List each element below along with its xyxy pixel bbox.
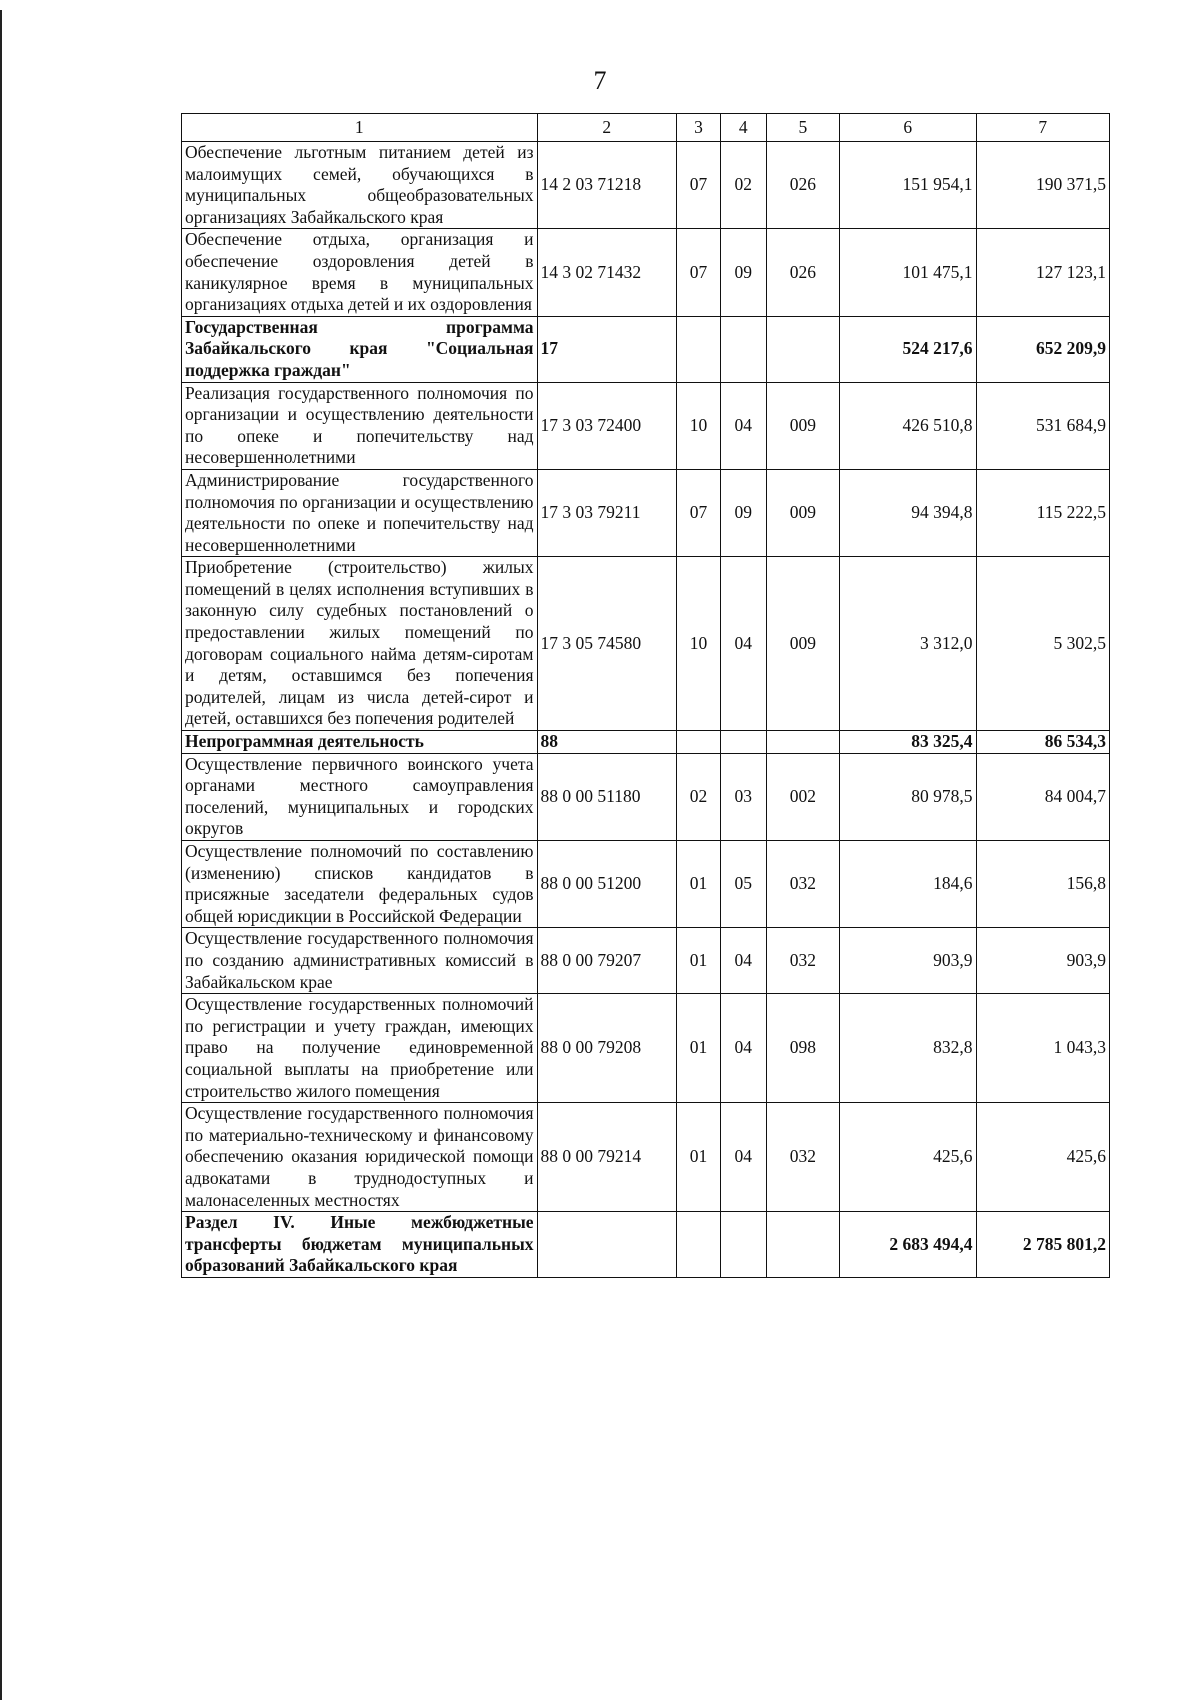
row-value-7-cell: 531 684,9 [976, 382, 1110, 469]
header-cell-7: 7 [976, 114, 1110, 142]
row-code-cell: 17 3 03 79211 [537, 469, 677, 556]
header-cell-1: 1 [182, 114, 538, 142]
row-name-cell: Осуществление государственных полномочий по регистрации и учету граждан, имеющих право на получение единовременной социальной выплаты на приобретение или строительство жилого помещения [182, 994, 538, 1103]
row-section-cell: 02 [677, 753, 721, 840]
table-row [182, 1212, 1110, 1278]
header-cell-3: 3 [677, 114, 721, 142]
row-subsection-cell: 04 [720, 557, 766, 731]
row-section-cell: 01 [677, 928, 721, 994]
header-cell-4: 4 [720, 114, 766, 142]
row-subsection-cell: 04 [720, 382, 766, 469]
row-section-cell [677, 1212, 721, 1278]
row-value-7-cell: 156,8 [976, 841, 1110, 928]
row-subsection-cell: 09 [720, 229, 766, 316]
row-expense-type-cell [766, 316, 839, 382]
row-expense-type-cell: 032 [766, 1103, 839, 1212]
page-number: 7 [593, 66, 607, 95]
row-name-cell: Обеспечение льготным питанием детей из малоимущих семей, обучающихся в муниципальных общеобразовательных организациях Забайкальского края [182, 142, 538, 229]
row-code-cell: 17 [537, 316, 677, 382]
table-row [182, 382, 1110, 469]
row-value-7-cell: 2 785 801,2 [976, 1212, 1110, 1278]
row-subsection-cell: 09 [720, 469, 766, 556]
row-code-cell: 88 0 00 51200 [537, 841, 677, 928]
row-code-cell: 88 0 00 51180 [537, 753, 677, 840]
row-expense-type-cell: 009 [766, 382, 839, 469]
row-name-cell: Осуществление полномочий по составлению (изменению) списков кандидатов в присяжные заседатели федеральных судов общей юрисдикции в Российской Федерации [182, 841, 538, 928]
header-cell-5: 5 [766, 114, 839, 142]
row-code-cell [537, 1212, 677, 1278]
row-subsection-cell [720, 316, 766, 382]
row-section-cell: 07 [677, 469, 721, 556]
row-section-cell: 10 [677, 557, 721, 731]
table-row [182, 928, 1110, 994]
row-section-cell: 07 [677, 142, 721, 229]
table-row [182, 557, 1110, 731]
row-expense-type-cell [766, 1212, 839, 1278]
row-section-cell: 01 [677, 841, 721, 928]
row-value-7-cell: 86 534,3 [976, 731, 1110, 754]
row-section-cell [677, 316, 721, 382]
row-value-6-cell: 832,8 [840, 994, 977, 1103]
row-subsection-cell: 03 [720, 753, 766, 840]
row-code-cell: 88 0 00 79208 [537, 994, 677, 1103]
row-expense-type-cell: 098 [766, 994, 839, 1103]
row-expense-type-cell: 009 [766, 557, 839, 731]
table-row [182, 142, 1110, 229]
row-value-6-cell: 101 475,1 [840, 229, 977, 316]
row-code-cell: 88 [537, 731, 677, 754]
row-value-6-cell: 2 683 494,4 [840, 1212, 977, 1278]
header-row [182, 114, 1110, 142]
row-value-7-cell: 425,6 [976, 1103, 1110, 1212]
row-value-6-cell: 426 510,8 [840, 382, 977, 469]
header-cell-6: 6 [840, 114, 977, 142]
row-subsection-cell: 04 [720, 994, 766, 1103]
header-cell-2: 2 [537, 114, 677, 142]
row-section-cell: 07 [677, 229, 721, 316]
row-section-cell: 01 [677, 994, 721, 1103]
table-row [182, 316, 1110, 382]
row-expense-type-cell: 026 [766, 142, 839, 229]
row-name-cell: Осуществление государственного полномочия по созданию административных комиссий в Забайкальском крае [182, 928, 538, 994]
row-name-cell: Осуществление государственного полномочия по материально-техническому и финансовому обеспечению оказания юридической помощи адвокатами в труднодоступных и малонаселенных местностях [182, 1103, 538, 1212]
row-expense-type-cell: 002 [766, 753, 839, 840]
row-code-cell: 88 0 00 79207 [537, 928, 677, 994]
row-name-cell: Администрирование государственного полномочия по организации и осуществлению деятельности по опеке и попечительству над несовершеннолетними [182, 469, 538, 556]
row-code-cell: 17 3 05 74580 [537, 557, 677, 731]
row-section-cell: 10 [677, 382, 721, 469]
row-code-cell: 14 3 02 71432 [537, 229, 677, 316]
table-row [182, 841, 1110, 928]
row-expense-type-cell: 032 [766, 928, 839, 994]
row-value-7-cell: 84 004,7 [976, 753, 1110, 840]
row-expense-type-cell: 009 [766, 469, 839, 556]
row-name-cell: Осуществление первичного воинского учета органами местного самоуправления поселений, муниципальных и городских округов [182, 753, 538, 840]
row-section-cell: 01 [677, 1103, 721, 1212]
table-row [182, 469, 1110, 556]
row-code-cell: 88 0 00 79214 [537, 1103, 677, 1212]
row-expense-type-cell: 026 [766, 229, 839, 316]
table-row [182, 229, 1110, 316]
row-section-cell [677, 731, 721, 754]
row-code-cell: 17 3 03 72400 [537, 382, 677, 469]
row-name-cell: Приобретение (строительство) жилых помещений в целях исполнения вступивших в законную силу судебных постановлений о предоставлении жилых помещений по договорам социального найма детям-сиротам и детям, оставшимся без попечения родителей, лицам из числа детей-сирот и детей, оставшихся без попечения родителей [182, 557, 538, 731]
table-row [182, 731, 1110, 754]
row-value-6-cell: 184,6 [840, 841, 977, 928]
row-name-cell: Реализация государственного полномочия по организации и осуществлению деятельности по опеке и попечительству над несовершеннолетними [182, 382, 538, 469]
row-value-7-cell: 190 371,5 [976, 142, 1110, 229]
row-expense-type-cell [766, 731, 839, 754]
table-row [182, 753, 1110, 840]
row-value-6-cell: 80 978,5 [840, 753, 977, 840]
row-name-cell: Раздел IV. Иные межбюджетные трансферты бюджетам муниципальных образований Забайкальского края [182, 1212, 538, 1278]
budget-table [181, 113, 1110, 1278]
row-name-cell: Обеспечение отдыха, организация и обеспечение оздоровления детей в каникулярное время в муниципальных организациях отдыха детей и их оздоровления [182, 229, 538, 316]
row-value-7-cell: 115 222,5 [976, 469, 1110, 556]
row-subsection-cell: 02 [720, 142, 766, 229]
row-subsection-cell: 04 [720, 928, 766, 994]
row-value-7-cell: 5 302,5 [976, 557, 1110, 731]
table-row [182, 994, 1110, 1103]
scan-edge-line [0, 10, 2, 1700]
row-value-7-cell: 127 123,1 [976, 229, 1110, 316]
row-code-cell: 14 2 03 71218 [537, 142, 677, 229]
row-value-6-cell: 524 217,6 [840, 316, 977, 382]
row-value-6-cell: 425,6 [840, 1103, 977, 1212]
row-name-cell: Непрограммная деятельность [182, 731, 538, 754]
row-subsection-cell: 04 [720, 1103, 766, 1212]
row-value-6-cell: 94 394,8 [840, 469, 977, 556]
row-value-6-cell: 151 954,1 [840, 142, 977, 229]
row-subsection-cell: 05 [720, 841, 766, 928]
row-subsection-cell [720, 1212, 766, 1278]
row-value-7-cell: 903,9 [976, 928, 1110, 994]
row-value-6-cell: 3 312,0 [840, 557, 977, 731]
row-expense-type-cell: 032 [766, 841, 839, 928]
row-value-7-cell: 1 043,3 [976, 994, 1110, 1103]
row-value-6-cell: 83 325,4 [840, 731, 977, 754]
table-row [182, 1103, 1110, 1212]
row-subsection-cell [720, 731, 766, 754]
row-value-7-cell: 652 209,9 [976, 316, 1110, 382]
row-name-cell: Государственная программа Забайкальского края "Социальная поддержка граждан" [182, 316, 538, 382]
row-value-6-cell: 903,9 [840, 928, 977, 994]
